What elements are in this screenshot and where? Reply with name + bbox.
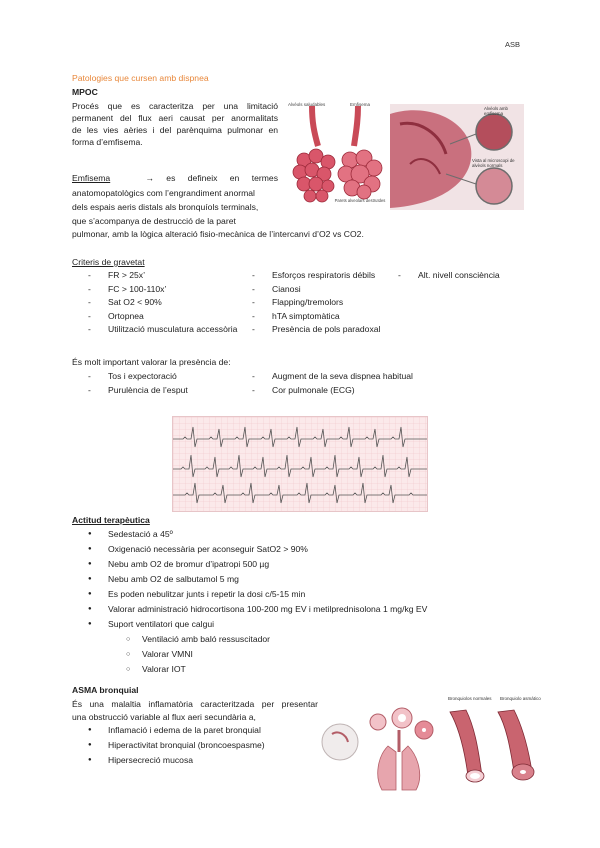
emfisema-arrow-text: → es defineix en termes: [145, 173, 278, 183]
emfisema-line: anatomopatològics com l’engrandiment anormal: [72, 188, 255, 198]
actitud-item: ● Oxigenació necessària per aconseguir SatO2 > 90%: [72, 542, 427, 557]
emfisema-label: Emfisema: [72, 173, 111, 183]
criteria-item: - FC > 100-110x’: [88, 283, 237, 297]
bronchiole-svg: [446, 706, 542, 788]
asma-line-1: És una malaltia inflamatòria caracteritzada per presentar: [72, 699, 318, 709]
criteria-item: - Alt. nivell consciència: [398, 269, 500, 283]
mpoc-intro-line: forma d’emfisema.: [72, 137, 143, 147]
mpoc-intro-line: permanent del flux aeri causat per anormalitats: [72, 113, 278, 123]
asma-list: [72, 723, 265, 768]
mpoc-intro-line: Procés que es caracteritza per una limitació: [72, 101, 278, 111]
emfisema-line: que s’acompanya de destrucció de la paret: [72, 216, 236, 226]
criteria-item: - Ortopnea: [88, 310, 237, 324]
actitud-item: ● Suport ventilatori que calgui: [72, 617, 427, 632]
criteria-item: - Flapping/tremolors: [252, 296, 380, 310]
important-item: - Tos i expectoració: [88, 370, 188, 384]
asma-item: ● Hipersecreció mucosa: [72, 753, 265, 768]
lung-microscope-svg: [390, 104, 524, 210]
label-healthy-alveoli: Alvèols saludables: [288, 102, 326, 107]
criteria-item: - hTA simptomàtica: [252, 310, 380, 324]
mpoc-intro: [72, 100, 278, 148]
criteris-col1: [88, 269, 237, 337]
actitud-item: ● Valorar administració hidrocortisona 100-200 mg EV i metilprednisolona 1 mg/kg EV: [72, 602, 427, 617]
important-item: - Cor pulmonale (ECG): [252, 384, 413, 398]
actitud-list: [72, 527, 427, 677]
emfisema-line-last: pulmonar, amb la lògica alteració fisio-mecànica de l’intercanvi d’O2 vs CO2.: [72, 229, 364, 239]
important-col1: [88, 370, 188, 397]
asma-line-2: una obstrucció variable al flux aeri secundària a,: [72, 712, 256, 722]
mpoc-intro-line: de les vies aèries i del parènquima pulmonar en: [72, 125, 278, 135]
emfisema-line: dels espais aeris distals als bronquíols terminals,: [72, 202, 259, 212]
actitud-item: ● Sedestació a 45º: [72, 527, 427, 542]
lung-microscope-illustration: [390, 104, 524, 210]
label-normal-alveoli: Vista al microscopi de alvèols normals: [472, 158, 515, 168]
mpoc-title: MPOC: [72, 87, 98, 97]
important-item: - Purulència de l’esput: [88, 384, 188, 398]
actitud-item: ● Nebu amb O2 de salbutamol 5 mg: [72, 572, 427, 587]
criteris-title: Criteris de gravetat: [72, 257, 145, 267]
important-item: - Augment de la seva dispnea habitual: [252, 370, 413, 384]
criteris-col3: [398, 269, 500, 283]
ecg-strip-image: [172, 416, 428, 512]
actitud-subitem: ○ Ventilació amb baló ressuscitador: [72, 632, 427, 647]
bronchiole-comparison-illustration: [446, 696, 542, 788]
ecg-trace-svg: [173, 417, 427, 511]
label-asthmatic-bronchiole: Bronquiolo asmático: [500, 696, 541, 701]
asthma-anatomy-svg: [318, 700, 436, 796]
actitud-title: Actitud terapèutica: [72, 515, 150, 525]
actitud-subitem: ○ Valorar VMNI: [72, 647, 427, 662]
criteria-item: - Sat O2 < 90%: [88, 296, 237, 310]
actitud-item: ● Es poden nebulitzar junts i repetir la dosi c/5-15 min: [72, 587, 427, 602]
emfisema-first-line: [72, 172, 278, 184]
asma-item: ● Hiperactivitat bronquial (broncoespasme): [72, 738, 265, 753]
alveoli-illustration: [284, 102, 388, 214]
important-title: És molt important valorar la presència de:: [72, 357, 231, 367]
criteris-col2: [252, 269, 380, 337]
page-header-code: ASB: [504, 40, 520, 49]
asma-item: ● Inflamació i edema de la paret bronquial: [72, 723, 265, 738]
label-normal-bronchiole: Bronquiolos normales: [448, 696, 492, 701]
actitud-item: ● Nebu amb O2 de bromur d’ipatropi 500 µg: [72, 557, 427, 572]
important-col2: [252, 370, 413, 397]
asthma-anatomy-illustration: [318, 700, 436, 796]
label-destroyed-walls: Parets alveolars destruïdes: [334, 198, 386, 203]
emfisema-definition: [72, 186, 278, 228]
criteria-item: - Esforços respiratoris débils: [252, 269, 380, 283]
label-emphysema-alveoli: Alvèols amb emfisema: [484, 106, 508, 116]
asma-title: ASMA bronquial: [72, 685, 139, 695]
section-title: Patologies que cursen amb dispnea: [72, 73, 209, 83]
label-emphysema: Emfisema: [350, 102, 371, 107]
criteria-item: - Utilització musculatura accessòria: [88, 323, 237, 337]
actitud-subitem: ○ Valorar IOT: [72, 662, 427, 677]
criteria-item: - FR > 25x’: [88, 269, 237, 283]
criteria-item: - Cianosi: [252, 283, 380, 297]
criteria-item: - Presència de pols paradoxal: [252, 323, 380, 337]
